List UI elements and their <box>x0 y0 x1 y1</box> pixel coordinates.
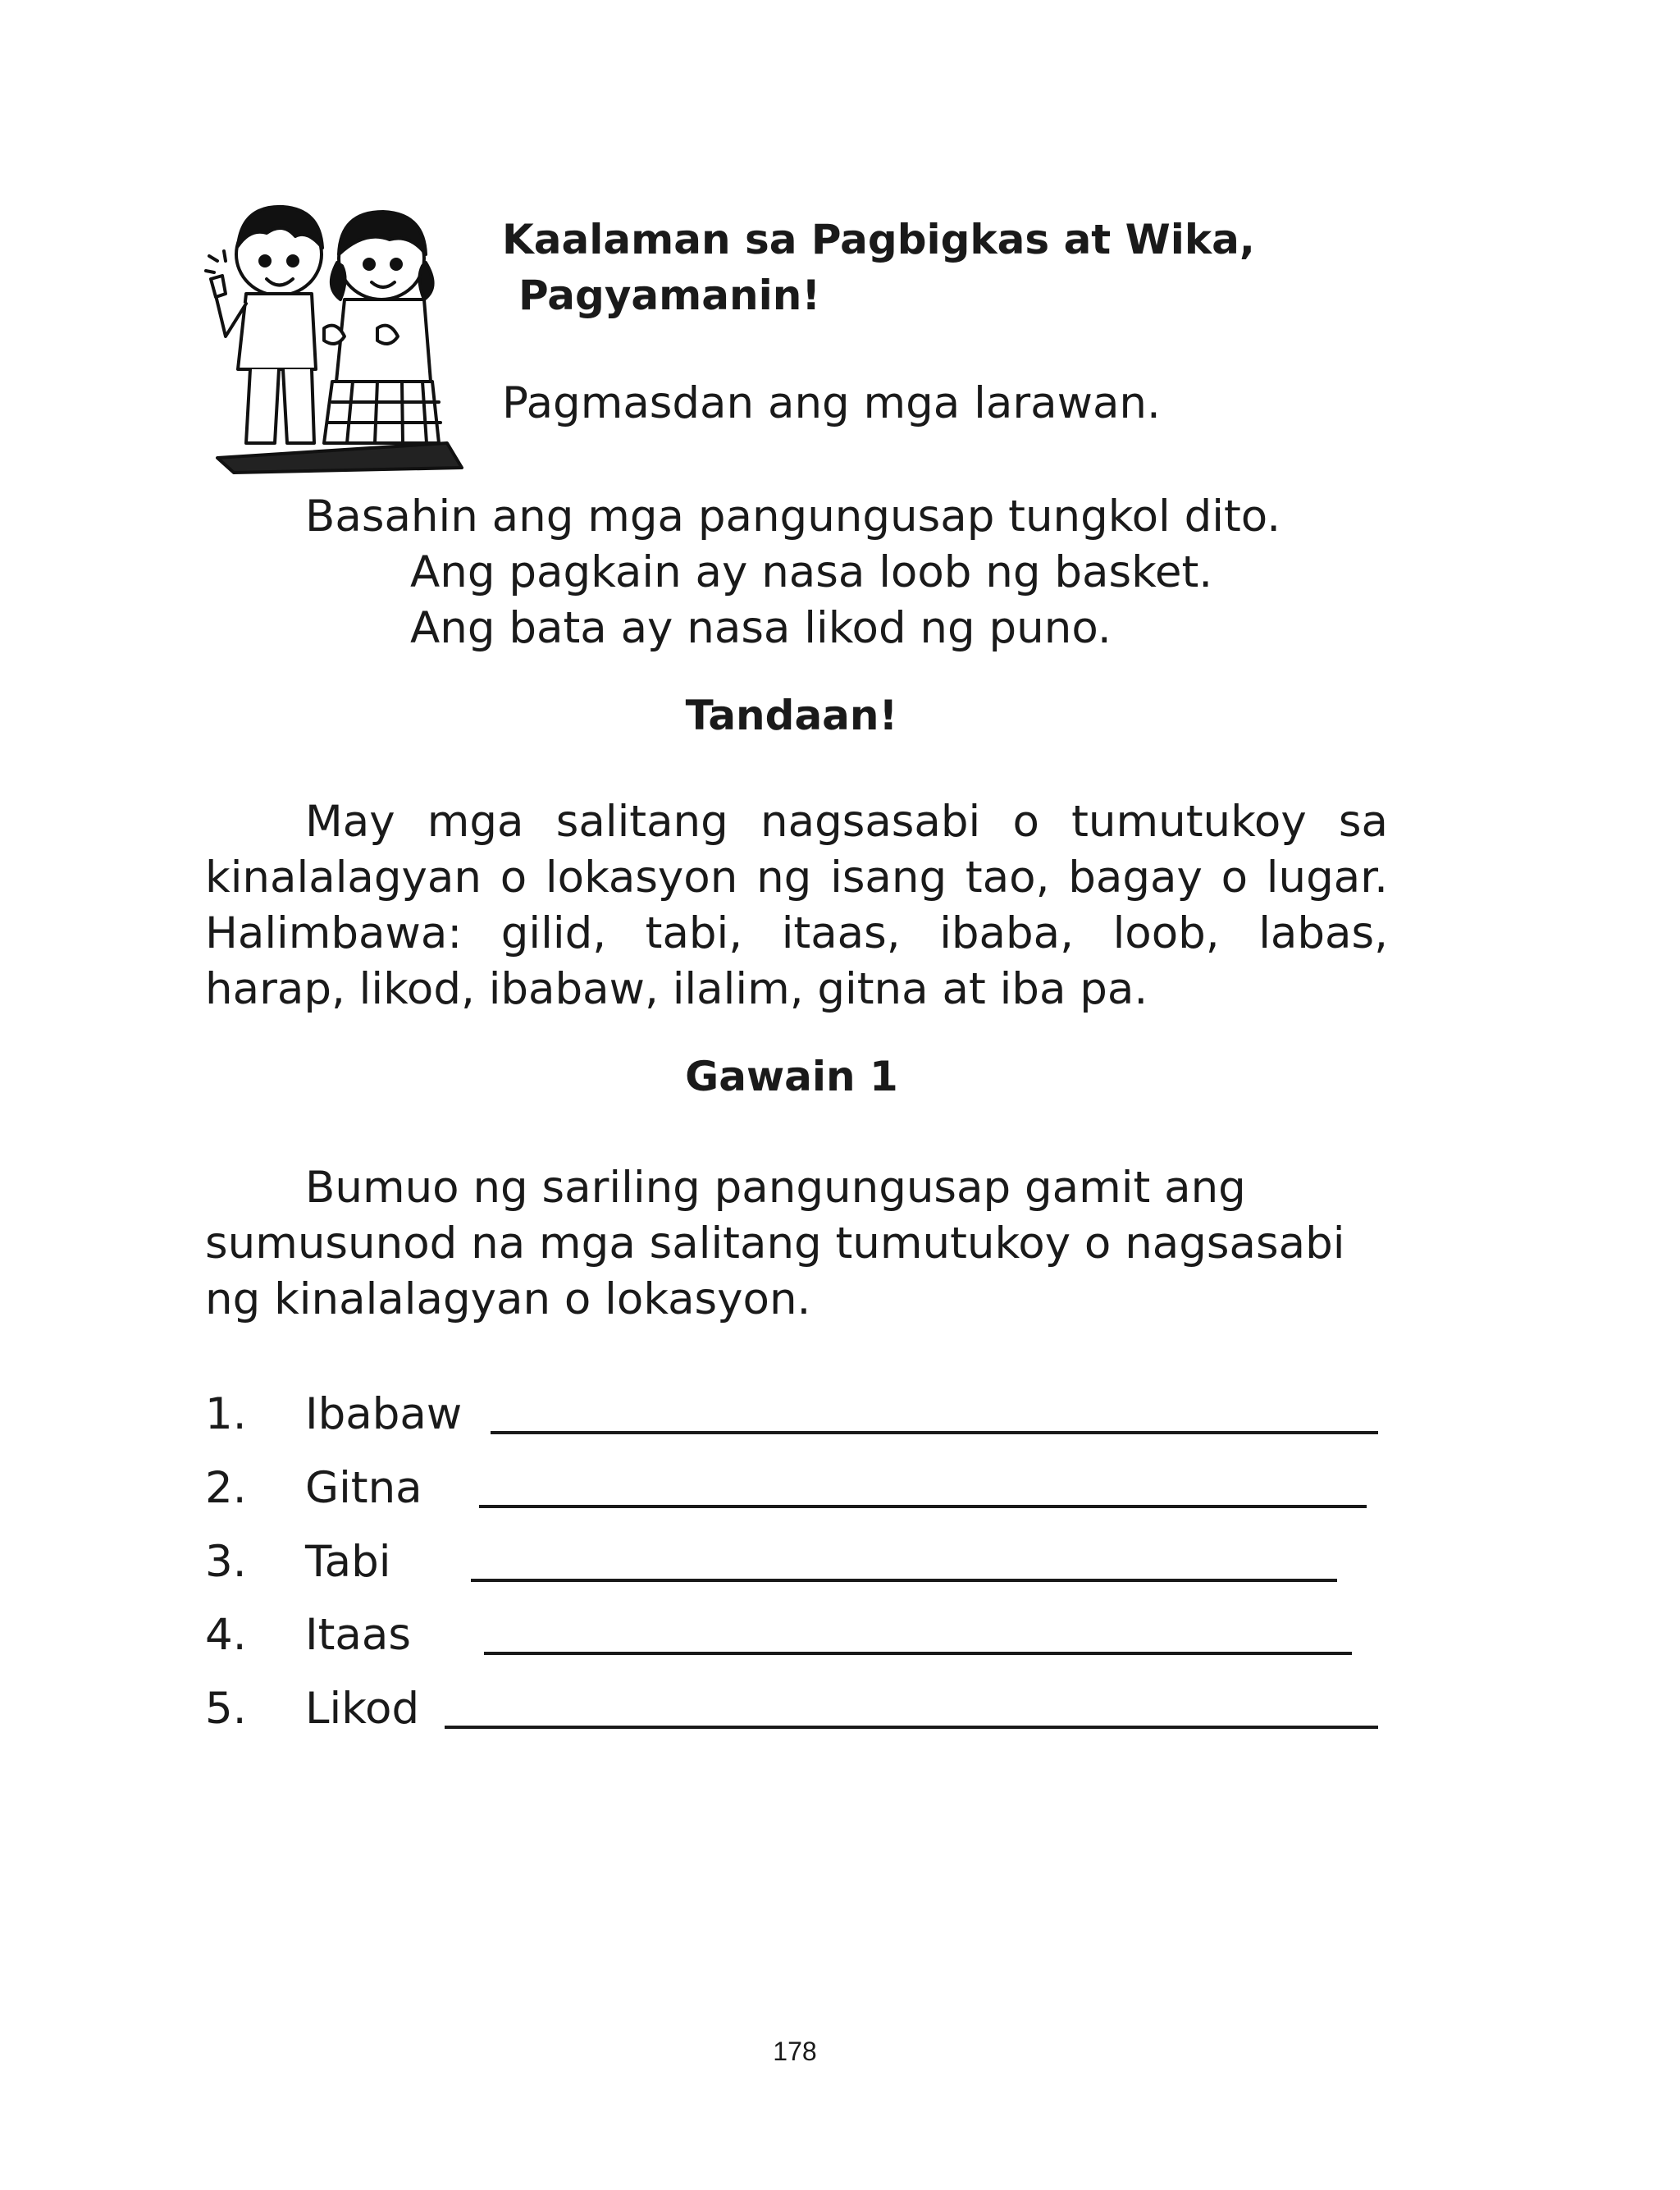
answer-line-4[interactable] <box>484 1652 1352 1655</box>
answer-line-5[interactable] <box>445 1726 1378 1729</box>
tandaan-paragraph-line: harap, likod, ibabaw, ilalim, gitna at iba pa. <box>205 964 1148 1014</box>
answer-line-3[interactable] <box>471 1579 1337 1582</box>
answer-line-2[interactable] <box>479 1505 1367 1508</box>
example-sentence: Ang bata ay nasa likod ng puno. <box>410 603 1112 653</box>
item-number: 3. <box>205 1537 247 1587</box>
item-word: Ibabaw <box>305 1389 463 1439</box>
gawain-instruction-line: sumusunod na mga salitang tumutukoy o nagsasabi <box>205 1218 1345 1269</box>
item-number: 5. <box>205 1684 247 1734</box>
instruction-observe: Pagmasdan ang mga larawan. <box>502 378 1161 428</box>
item-word: Gitna <box>305 1463 422 1513</box>
item-number: 1. <box>205 1389 247 1439</box>
tandaan-paragraph-line: kinalalagyan o lokasyon ng isang tao, bagay o lugar. <box>205 853 1388 903</box>
item-word: Likod <box>305 1684 420 1734</box>
item-number: 2. <box>205 1463 247 1513</box>
answer-line-1[interactable] <box>491 1431 1378 1434</box>
tandaan-paragraph-line: May mga salitang nagsasabi o tumutukoy sa <box>305 797 1388 847</box>
page-number: 178 <box>773 2037 817 2066</box>
lesson-title-line2: Pagyamanin! <box>518 272 821 319</box>
item-word: Tabi <box>305 1537 391 1587</box>
tandaan-paragraph-line: Halimbawa: gilid, tabi, itaas, ibaba, loob, labas, <box>205 908 1388 958</box>
gawain-instruction-line: ng kinalalagyan o lokasyon. <box>205 1274 811 1324</box>
item-number: 4. <box>205 1610 247 1660</box>
example-sentence: Ang pagkain ay nasa loob ng basket. <box>410 547 1213 597</box>
lesson-title-line1: Kaalaman sa Pagbigkas at Wika, <box>502 216 1255 263</box>
gawain-heading: Gawain 1 <box>685 1053 898 1100</box>
item-word: Itaas <box>305 1610 411 1660</box>
gawain-instruction-line: Bumuo ng sariling pangungusap gamit ang <box>305 1163 1246 1213</box>
intro-instruction: Basahin ang mga pangungusap tungkol dito. <box>305 491 1281 542</box>
children-illustration <box>201 197 472 476</box>
tandaan-heading: Tandaan! <box>685 692 898 739</box>
